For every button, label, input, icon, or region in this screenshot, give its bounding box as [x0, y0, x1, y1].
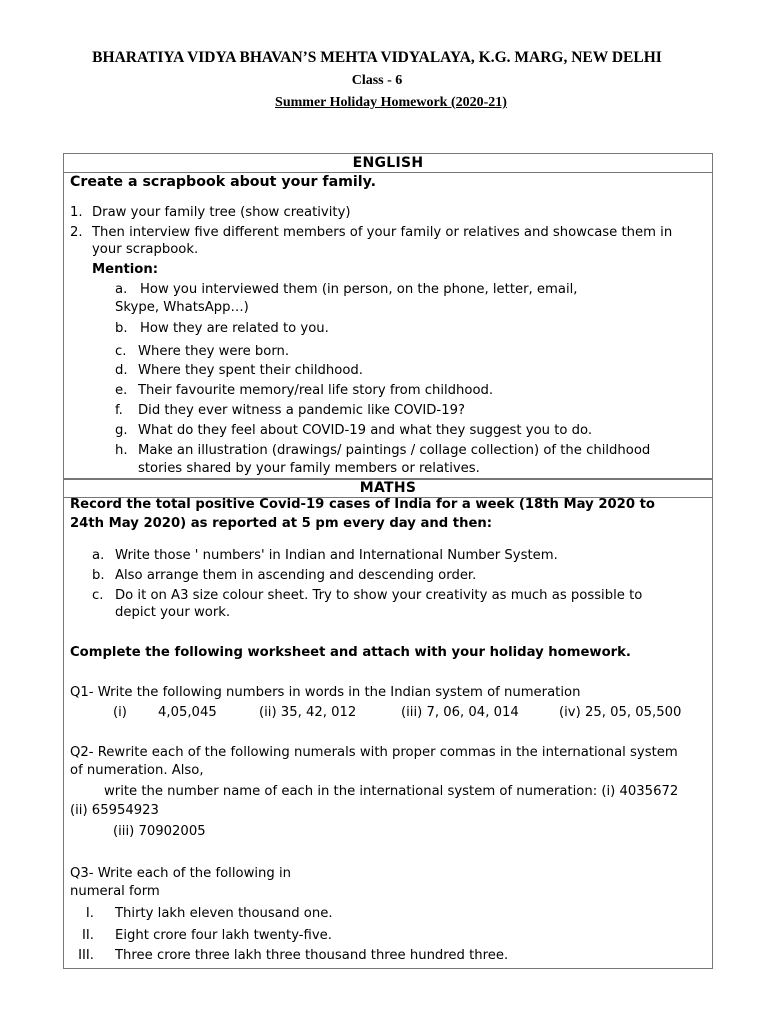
english-heading: ENGLISH [64, 154, 712, 173]
mention-h-line2: stories shared by your family members or relatives. [138, 461, 480, 476]
english-task: Create a scrapbook about your family. [70, 174, 376, 190]
q3-item-3-num: III. [78, 948, 94, 963]
q1-part-i: 4,05,045 [158, 705, 217, 720]
q1-part-i-label: (i) [113, 705, 127, 720]
q2-line4: (ii) 65954923 [70, 803, 159, 818]
q1-part-iv: (iv) 25, 05, 05,500 [559, 705, 682, 720]
maths-step-b-letter: b. [92, 568, 105, 583]
mention-a-line1: How you interviewed them (in person, on the phone, letter, email, [140, 282, 578, 297]
q3-item-2-num: II. [82, 928, 94, 943]
homework-title: Summer Holiday Homework (2020-21) [275, 95, 507, 110]
school-name: BHARATIYA VIDYA BHAVAN’S MEHTA VIDYALAYA, K.G. MARG, NEW DELHI [92, 49, 662, 66]
maths-step-b: Also arrange them in ascending and descending order. [115, 568, 477, 583]
maths-step-c-line2: depict your work. [115, 605, 231, 620]
english-item-2-line1: Then interview five different members of your family or relatives and showcase them in [92, 225, 673, 240]
worksheet-note: Complete the following worksheet and attach with your holiday homework. [70, 645, 631, 660]
q3-line1: Q3- Write each of the following in [70, 866, 291, 881]
q3-item-3: Three crore three lakh three thousand three hundred three. [115, 948, 509, 963]
mention-g: What do they feel about COVID-19 and what they suggest you to do. [138, 423, 593, 438]
q2-line1: Q2- Rewrite each of the following numerals with proper commas in the international system [70, 745, 678, 760]
mention-b: How they are related to you. [140, 321, 329, 336]
maths-heading: MATHS [64, 479, 712, 498]
mention-h-line1: Make an illustration (drawings/ paintings / collage collection) of the childhood [138, 443, 651, 458]
english-item-2-line2: your scrapbook. [92, 242, 199, 257]
mention-f: Did they ever witness a pandemic like COVID-19? [138, 403, 465, 418]
mention-d: Where they spent their childhood. [138, 363, 363, 378]
mention-c-letter: c. [115, 344, 127, 359]
maths-step-a: Write those ' numbers' in Indian and International Number System. [115, 548, 558, 563]
mention-g-letter: g. [115, 423, 128, 438]
maths-step-c-line1: Do it on A3 size colour sheet. Try to show your creativity as much as possible to [115, 588, 643, 603]
maths-intro-line1: Record the total positive Covid-19 cases of India for a week (18th May 2020 to [70, 497, 655, 512]
q3-item-2: Eight crore four lakh twenty-five. [115, 928, 332, 943]
q1-part-ii: (ii) 35, 42, 012 [259, 705, 357, 720]
english-item-1: Draw your family tree (show creativity) [92, 205, 351, 220]
mention-label: Mention: [92, 262, 159, 277]
mention-h-letter: h. [115, 443, 128, 458]
maths-intro-line2: 24th May 2020) as reported at 5 pm every day and then: [70, 516, 493, 531]
mention-a-line2: Skype, WhatsApp…) [115, 300, 249, 315]
mention-f-letter: f. [115, 403, 123, 418]
q2-line3: write the number name of each in the international system of numeration: (i) 4035672 [104, 784, 679, 799]
mention-c: Where they were born. [138, 344, 290, 359]
q2-line2: of numeration. Also, [70, 763, 204, 778]
q3-line2: numeral form [70, 884, 160, 899]
english-item-2-num: 2. [70, 225, 83, 240]
mention-b-letter: b. [115, 321, 128, 336]
mention-a-letter: a. [115, 282, 128, 297]
mention-d-letter: d. [115, 363, 128, 378]
q3-item-1: Thirty lakh eleven thousand one. [115, 906, 333, 921]
q1-text: Q1- Write the following numbers in words in the Indian system of numeration [70, 685, 581, 700]
q1-part-iii: (iii) 7, 06, 04, 014 [401, 705, 519, 720]
mention-e-letter: e. [115, 383, 128, 398]
q2-line5: (iii) 70902005 [113, 824, 206, 839]
maths-step-a-letter: a. [92, 548, 105, 563]
q3-item-1-num: I. [85, 906, 94, 921]
english-item-1-num: 1. [70, 205, 83, 220]
mention-e: Their favourite memory/real life story from childhood. [138, 383, 494, 398]
maths-step-c-letter: c. [92, 588, 104, 603]
class-label: Class - 6 [351, 73, 403, 88]
